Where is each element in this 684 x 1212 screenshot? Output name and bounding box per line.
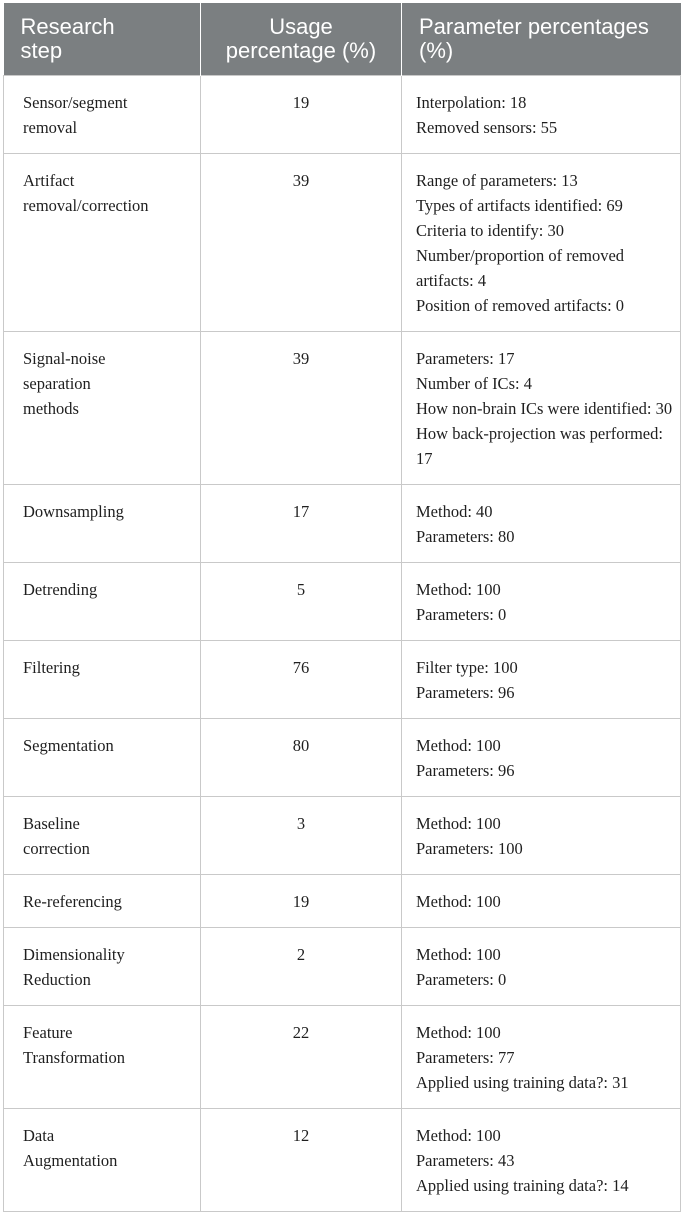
table-row <box>4 563 681 641</box>
research-step-text: Baseline <box>23 814 80 833</box>
parameter-item: Method: 100 <box>416 1126 501 1145</box>
research-step-cell <box>4 76 201 154</box>
research-step-cell <box>4 875 201 928</box>
research-step-cell <box>4 641 201 719</box>
research-step-text: Reduction <box>23 970 91 989</box>
research-step-text: Filtering <box>23 658 80 677</box>
research-step-text: Detrending <box>23 580 98 599</box>
usage-percentage-cell: 80 <box>201 719 402 797</box>
usage-percentage-cell: 2 <box>201 928 402 1006</box>
table-row <box>4 797 681 875</box>
parameter-percentages-cell <box>402 76 681 154</box>
parameter-item: Parameters: 77 <box>416 1048 515 1067</box>
parameter-percentages-cell <box>402 1006 681 1109</box>
parameter-percentages-cell <box>402 563 681 641</box>
research-step-text: Re-referencing <box>23 892 122 911</box>
parameter-item: Parameters: 0 <box>416 970 507 989</box>
parameter-item: Parameters: 96 <box>416 761 515 780</box>
parameter-item: Applied using training data?: 31 <box>416 1073 629 1092</box>
parameter-item: Method: 100 <box>416 945 501 964</box>
parameter-item: Method: 100 <box>416 736 501 755</box>
header-usage-percentage <box>201 3 402 76</box>
parameter-item: Position of removed artifacts: 0 <box>416 296 625 315</box>
parameter-item: Criteria to identify: 30 <box>416 221 565 240</box>
research-step-text: Signal-noise <box>23 349 106 368</box>
research-step-cell <box>4 563 201 641</box>
parameter-percentages-cell <box>402 154 681 332</box>
parameter-item: Filter type: 100 <box>416 658 518 677</box>
research-step-cell <box>4 1006 201 1109</box>
parameter-item: Method: 40 <box>416 502 493 521</box>
table-row <box>4 641 681 719</box>
research-step-text: Data <box>23 1126 55 1145</box>
research-step-text: methods <box>23 399 79 418</box>
parameter-item: Method: 100 <box>416 580 501 599</box>
research-step-text: removal/correction <box>23 196 149 215</box>
parameter-item: How non-brain ICs were identified: 30 <box>416 399 673 418</box>
usage-percentage-cell: 12 <box>201 1109 402 1212</box>
parameter-item: Parameters: 17 <box>416 349 515 368</box>
table-row <box>4 719 681 797</box>
header-parameter-percentages <box>402 3 681 76</box>
table-row <box>4 928 681 1006</box>
research-step-text: Dimensionality <box>23 945 125 964</box>
usage-percentage-cell: 76 <box>201 641 402 719</box>
parameter-percentages-cell <box>402 1109 681 1212</box>
research-step-text: Transformation <box>23 1048 126 1067</box>
parameter-percentages-cell <box>402 928 681 1006</box>
header-research-step <box>4 3 201 76</box>
parameter-percentages-cell <box>402 719 681 797</box>
research-step-cell <box>4 154 201 332</box>
header-parameter-label: Parameter percentages (%) <box>419 14 649 63</box>
usage-percentage-cell: 39 <box>201 332 402 485</box>
parameter-item: Method: 100 <box>416 814 501 833</box>
parameter-percentages-cell <box>402 875 681 928</box>
parameter-item: Removed sensors: 55 <box>416 118 558 137</box>
research-step-text: Sensor/segment <box>23 93 128 112</box>
table-row <box>4 1006 681 1109</box>
research-step-text: Downsampling <box>23 502 124 521</box>
research-step-cell <box>4 719 201 797</box>
table-body <box>4 76 681 1212</box>
table-row <box>4 332 681 485</box>
research-step-cell <box>4 928 201 1006</box>
parameter-item: Parameters: 43 <box>416 1151 515 1170</box>
parameter-percentages-cell <box>402 332 681 485</box>
parameter-percentages-cell <box>402 641 681 719</box>
research-step-cell <box>4 485 201 563</box>
parameter-item: How back-projection was performed: 17 <box>416 424 663 468</box>
usage-percentage-cell: 39 <box>201 154 402 332</box>
parameter-item: Parameters: 96 <box>416 683 515 702</box>
parameter-item: Range of parameters: 13 <box>416 171 578 190</box>
research-step-cell <box>4 797 201 875</box>
table-row <box>4 76 681 154</box>
parameter-item: Types of artifacts identified: 69 <box>416 196 623 215</box>
usage-percentage-cell: 17 <box>201 485 402 563</box>
research-step-cell <box>4 1109 201 1212</box>
research-step-text: correction <box>23 839 90 858</box>
parameter-percentages-cell <box>402 797 681 875</box>
usage-percentage-cell: 3 <box>201 797 402 875</box>
table-header <box>4 3 681 76</box>
parameter-item: Interpolation: 18 <box>416 93 527 112</box>
parameter-item: Parameters: 80 <box>416 527 515 546</box>
research-step-text: Augmentation <box>23 1151 118 1170</box>
parameter-item: Number of ICs: 4 <box>416 374 532 393</box>
table-row <box>4 875 681 928</box>
header-usage-line: percentage (%) <box>225 38 377 63</box>
research-step-cell <box>4 332 201 485</box>
preprocessing-table <box>3 3 681 1212</box>
research-step-text: removal <box>23 118 78 137</box>
usage-percentage-cell: 19 <box>201 875 402 928</box>
header-research-step-line: step <box>20 38 63 63</box>
usage-percentage-cell: 19 <box>201 76 402 154</box>
research-step-text: Feature <box>23 1023 73 1042</box>
parameter-item: Method: 100 <box>416 892 501 911</box>
table-row <box>4 1109 681 1212</box>
usage-percentage-cell: 22 <box>201 1006 402 1109</box>
research-step-text: Segmentation <box>23 736 114 755</box>
parameter-item: Parameters: 100 <box>416 839 523 858</box>
table-row <box>4 485 681 563</box>
usage-percentage-cell: 5 <box>201 563 402 641</box>
header-research-step-line: Research <box>20 14 115 39</box>
header-usage-line: Usage <box>269 14 333 39</box>
parameter-item: Parameters: 0 <box>416 605 507 624</box>
research-step-text: Artifact <box>23 171 75 190</box>
header-row <box>4 3 681 76</box>
parameter-item: Applied using training data?: 14 <box>416 1176 629 1195</box>
table-row <box>4 154 681 332</box>
parameter-item: Method: 100 <box>416 1023 501 1042</box>
parameter-percentages-cell <box>402 485 681 563</box>
parameter-item: Number/proportion of removed artifacts: 4 <box>416 246 625 290</box>
research-step-text: separation <box>23 374 91 393</box>
